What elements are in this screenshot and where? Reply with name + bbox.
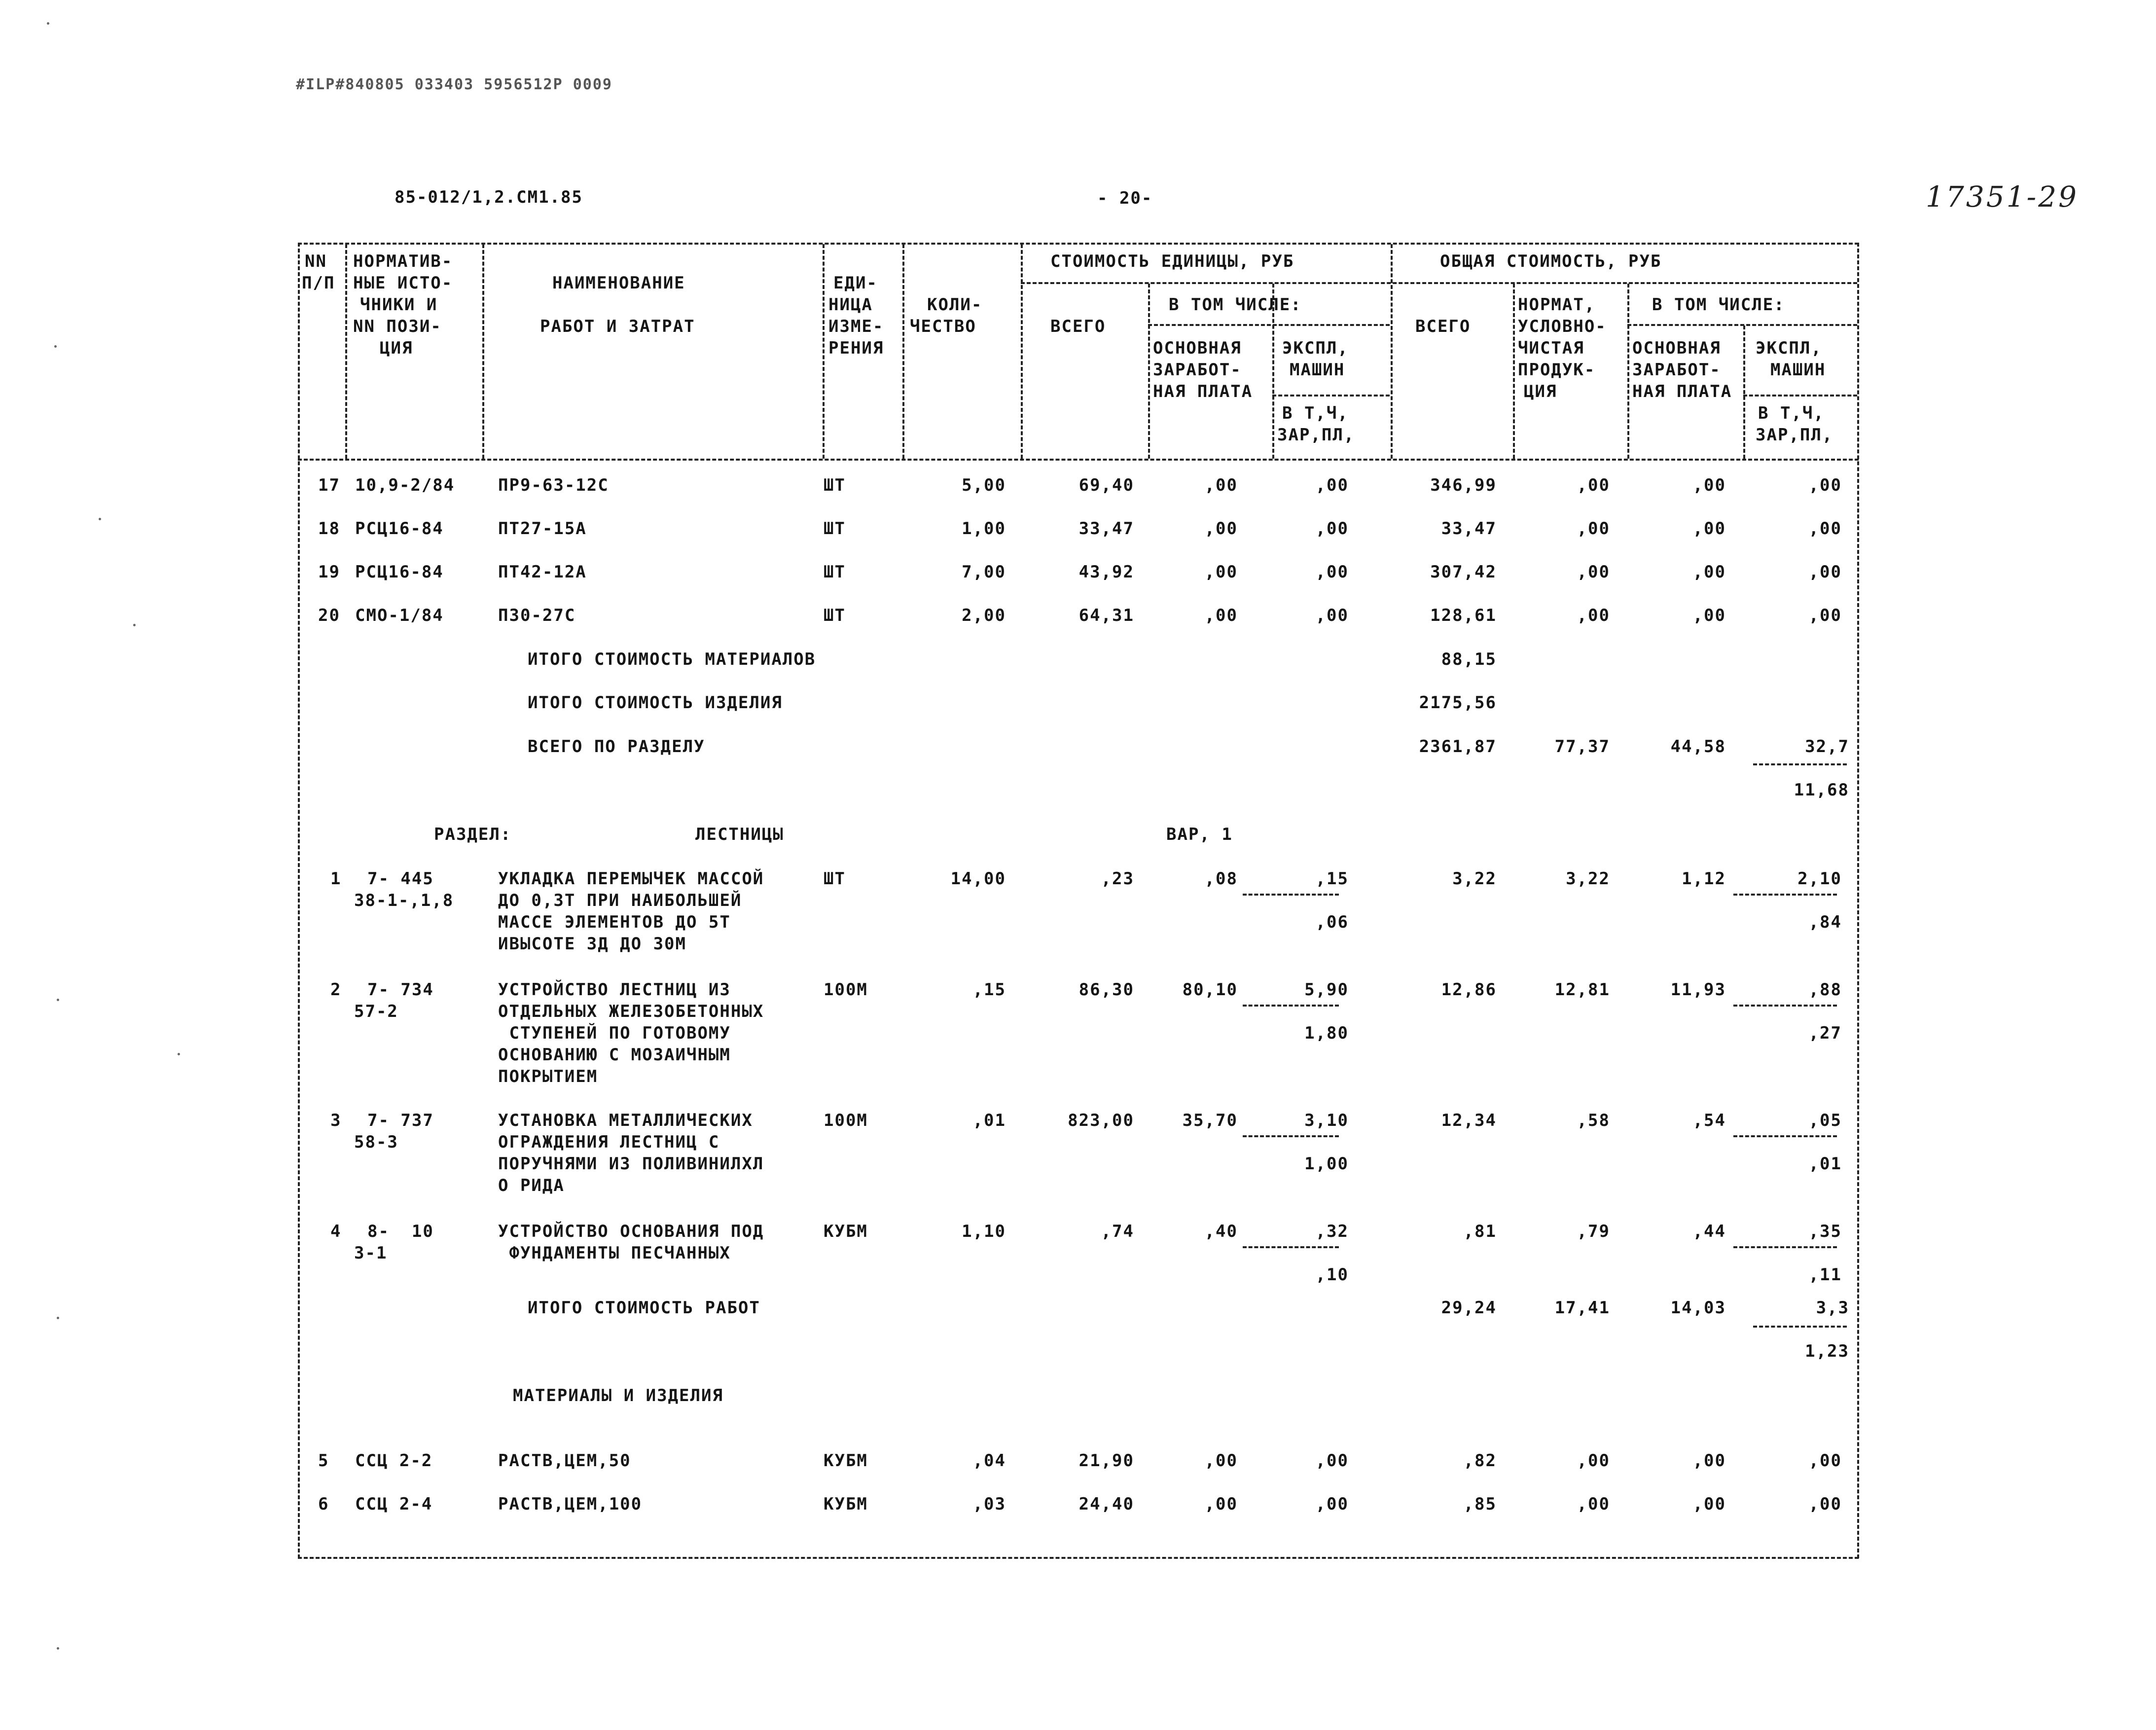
row-total-mach: ,00 (1808, 1451, 1842, 1471)
row-unit-wage: ,08 (1204, 869, 1238, 889)
row-total-ucp: 12,81 (1554, 980, 1610, 1000)
subtotal-divider (1243, 1135, 1339, 1137)
header-divider (1513, 284, 1515, 459)
row-unit-wage: ,00 (1204, 606, 1238, 625)
materials-section-label: МАТЕРИАЛЫ И ИЗДЕЛИЯ (513, 1386, 723, 1406)
row-unit-mach: ,00 (1315, 1494, 1349, 1514)
row-number: 6 (318, 1494, 329, 1514)
row-name-line: ОСНОВАНИЮ С МОЗАИЧНЫМ (498, 1045, 731, 1065)
header-unit-all: ВСЕГО (1050, 317, 1106, 336)
subtotal-divider (1243, 894, 1339, 896)
section-total-ucp: 77,37 (1554, 737, 1610, 757)
row-total-mach: ,00 (1808, 606, 1842, 625)
row-total-all: ,81 (1463, 1222, 1497, 1241)
row-unit-all: 21,90 (1078, 1451, 1134, 1471)
row-unit-mach: ,15 (1315, 869, 1349, 889)
header-normat-4: ПРОДУК- (1518, 360, 1596, 380)
row-qty: 5,00 (962, 475, 1006, 495)
row-unit: 100М (824, 980, 868, 1000)
row-unit-all: 33,47 (1078, 519, 1134, 539)
row-unit: ШТ (824, 475, 846, 495)
row-total-wage: ,44 (1692, 1222, 1726, 1241)
header-divider-h (1021, 282, 1857, 284)
row-total-mach: ,00 (1808, 1494, 1842, 1514)
works-total-mach: 3,3 (1816, 1298, 1849, 1318)
header-divider (902, 244, 904, 459)
header-normat-2: УСЛОВНО- (1518, 317, 1607, 336)
scan-speck (57, 1647, 59, 1650)
row-name: П30-27С (498, 606, 576, 625)
row-unit-all: ,74 (1101, 1222, 1134, 1241)
row-name-line: ИВЫСОТЕ ЗД ДО 30М (498, 934, 686, 954)
row-name-line: ОТДЕЛЬНЫХ ЖЕЛЕЗОБЕТОННЫХ (498, 1002, 764, 1021)
header-divider-h (1627, 324, 1857, 326)
works-total-all: 29,24 (1441, 1298, 1497, 1318)
header-unit-mach-wage-1: В Т,Ч, (1282, 403, 1349, 423)
works-total-mach-wage: 1,23 (1805, 1341, 1849, 1361)
row-name-line: УКЛАДКА ПЕРЕМЫЧЕК МАССОЙ (498, 869, 764, 889)
subtotal-divider (1243, 1005, 1339, 1007)
row-total-mach-wage: ,11 (1808, 1265, 1842, 1285)
row-qty: ,04 (972, 1451, 1006, 1471)
works-total-ucp: 17,41 (1554, 1298, 1610, 1318)
row-total-all: 12,86 (1441, 980, 1497, 1000)
section-total-all: 2361,87 (1419, 737, 1497, 757)
header-unit-wage-2: ЗАРАБОТ- (1153, 360, 1242, 380)
subtotal-divider (1243, 1246, 1339, 1248)
total-materials-value: 88,15 (1441, 649, 1497, 669)
header-source-5: ЦИЯ (380, 338, 413, 358)
row-name-line: УСТРОЙСТВО ОСНОВАНИЯ ПОД (498, 1222, 764, 1241)
row-total-wage: ,00 (1692, 562, 1726, 582)
row-unit-all: 69,40 (1078, 475, 1134, 495)
row-code: ССЦ 2-4 (355, 1494, 433, 1514)
row-number: 5 (318, 1451, 329, 1471)
row-total-ucp: ,00 (1577, 1494, 1610, 1514)
table-top-border (298, 243, 1859, 245)
header-total-cost: ОБЩАЯ СТОИМОСТЬ, РУБ (1440, 252, 1662, 271)
header-normat-5: ЦИЯ (1524, 382, 1557, 401)
row-total-mach: ,00 (1808, 519, 1842, 539)
header-unit-1: ЕДИ- (833, 273, 878, 293)
row-unit: КУБМ (824, 1222, 868, 1241)
row-name-line: ПОРУЧНЯМИ ИЗ ПОЛИВИНИЛХЛ (498, 1154, 764, 1174)
row-unit-wage: 35,70 (1182, 1111, 1238, 1130)
row-total-all: ,82 (1463, 1451, 1497, 1471)
row-unit-mach: 5,90 (1304, 980, 1349, 1000)
row-code-line: 7- 445 (367, 869, 434, 889)
header-total-mach-wage-2: ЗАР,ПЛ, (1756, 425, 1833, 445)
row-unit-wage: ,00 (1204, 1494, 1238, 1514)
subtotal-divider (1733, 1246, 1837, 1248)
row-name-line: ФУНДАМЕНТЫ ПЕСЧАННЫХ (498, 1243, 731, 1263)
row-qty: 1,00 (962, 519, 1006, 539)
header-total-mach-1: ЭКСПЛ, (1756, 338, 1822, 358)
row-total-all: 12,34 (1441, 1111, 1497, 1130)
header-bottom-border (298, 459, 1859, 461)
row-unit-all: 64,31 (1078, 606, 1134, 625)
row-name: ПТ27-15А (498, 519, 587, 539)
header-divider (1627, 284, 1629, 459)
header-unit-cost: СТОИМОСТЬ ЕДИНИЦЫ, РУБ (1050, 252, 1294, 271)
section-total-mach-wage: 11,68 (1794, 780, 1849, 800)
row-unit: ШТ (824, 869, 846, 889)
scan-speck (99, 518, 101, 520)
subtotal-divider (1733, 894, 1837, 896)
row-total-ucp: ,00 (1577, 606, 1610, 625)
row-total-wage: ,00 (1692, 475, 1726, 495)
header-divider-h (1743, 395, 1857, 396)
row-name-line: УСТРОЙСТВО ЛЕСТНИЦ ИЗ (498, 980, 731, 1000)
row-code-line: 8- 10 (367, 1222, 434, 1241)
row-name-line: ДО 0,3Т ПРИ НАИБОЛЬШЕЙ (498, 891, 742, 910)
row-name-line: ПОКРЫТИЕМ (498, 1067, 598, 1086)
page-number: - 20- (1097, 188, 1153, 208)
total-materials-label: ИТОГО СТОИМОСТЬ МАТЕРИАЛОВ (528, 649, 816, 669)
scan-speck (54, 345, 57, 348)
header-divider (345, 244, 347, 459)
row-total-mach: ,00 (1808, 475, 1842, 495)
row-name: РАСТВ,ЦЕМ,50 (498, 1451, 631, 1471)
header-name-2: РАБОТ И ЗАТРАТ (540, 317, 695, 336)
header-divider (1743, 325, 1745, 459)
sheet-reference: 85-012/1,2.СМ1.85 (395, 187, 583, 207)
section-label: РАЗДЕЛ: (434, 825, 512, 844)
row-unit-wage: ,00 (1204, 475, 1238, 495)
scan-speck (57, 999, 59, 1001)
row-total-all: 307,42 (1430, 562, 1497, 582)
row-unit-mach-wage: ,06 (1315, 912, 1349, 932)
row-total-ucp: ,79 (1577, 1222, 1610, 1241)
row-name: РАСТВ,ЦЕМ,100 (498, 1494, 643, 1514)
row-unit-mach: ,32 (1315, 1222, 1349, 1241)
row-code-line: 7- 737 (367, 1111, 434, 1130)
scan-speck (178, 1053, 180, 1055)
row-unit: ШТ (824, 606, 846, 625)
row-code-line: 7- 734 (367, 980, 434, 1000)
row-code-line: 38-1-,1,8 (354, 891, 454, 910)
table-bottom-border (298, 1557, 1859, 1559)
header-divider-h (1272, 395, 1390, 396)
row-total-ucp: 3,22 (1566, 869, 1610, 889)
row-unit-all: 86,30 (1078, 980, 1134, 1000)
row-code-line: 3-1 (354, 1243, 388, 1263)
scan-speck (57, 1317, 59, 1319)
header-unit-wage-3: НАЯ ПЛАТА (1153, 382, 1253, 401)
subtotal-divider (1733, 1005, 1837, 1007)
row-number: 2 (330, 980, 342, 1000)
row-total-mach: ,88 (1808, 980, 1842, 1000)
header-name-1: НАИМЕНОВАНИЕ (552, 273, 685, 293)
header-divider (1391, 244, 1393, 459)
section-name: ЛЕСТНИЦЫ (695, 825, 784, 844)
row-unit-mach: ,00 (1315, 562, 1349, 582)
header-unit-3: ИЗМЕ- (828, 317, 884, 336)
row-total-mach-wage: ,27 (1808, 1023, 1842, 1043)
row-total-wage: ,00 (1692, 606, 1726, 625)
header-divider-h (1148, 324, 1390, 326)
section-variant: ВАР, 1 (1166, 825, 1233, 844)
header-source-4: NN ПОЗИ- (353, 317, 442, 336)
row-unit-wage: ,00 (1204, 562, 1238, 582)
header-source-3: ЧНИКИ И (360, 295, 438, 315)
row-qty: ,03 (972, 1494, 1006, 1514)
row-total-all: 3,22 (1452, 869, 1497, 889)
total-products-value: 2175,56 (1419, 693, 1497, 713)
row-code: ССЦ 2-2 (355, 1451, 433, 1471)
row-total-ucp: ,00 (1577, 562, 1610, 582)
subtotal-divider (1753, 763, 1847, 765)
row-number: 19 (318, 562, 340, 582)
header-unit-mach-2: МАШИН (1290, 360, 1345, 380)
row-name-line: О РИДА (498, 1176, 565, 1195)
row-name: ПТ42-12А (498, 562, 587, 582)
row-total-mach: ,05 (1808, 1111, 1842, 1130)
row-unit-mach-wage: ,10 (1315, 1265, 1349, 1285)
header-divider (1021, 244, 1023, 459)
row-code-line: 58-3 (354, 1132, 398, 1152)
row-total-wage: 11,93 (1670, 980, 1726, 1000)
row-name: ПР9-63-12С (498, 475, 609, 495)
row-unit-mach: ,00 (1315, 606, 1349, 625)
row-total-all: 33,47 (1441, 519, 1497, 539)
section-total-mach: 32,7 (1805, 737, 1849, 757)
header-nn: NN (305, 252, 327, 271)
row-total-mach-wage: ,84 (1808, 912, 1842, 932)
header-total-wage-1: ОСНОВНАЯ (1632, 338, 1721, 358)
row-total-ucp: ,00 (1577, 475, 1610, 495)
scan-speck (47, 22, 49, 25)
section-total-label: ВСЕГО ПО РАЗДЕЛУ (528, 737, 705, 757)
row-qty: 7,00 (962, 562, 1006, 582)
row-number: 4 (330, 1222, 342, 1241)
header-unit-2: НИЦА (828, 295, 873, 315)
row-total-ucp: ,58 (1577, 1111, 1610, 1130)
row-unit-mach: ,00 (1315, 475, 1349, 495)
header-total-mach-wage-1: В Т,Ч, (1758, 403, 1825, 423)
table-right-border (1857, 243, 1859, 1558)
row-qty: ,15 (972, 980, 1006, 1000)
row-unit-mach: ,00 (1315, 1451, 1349, 1471)
row-unit-wage: ,00 (1204, 519, 1238, 539)
row-unit-all: 24,40 (1078, 1494, 1134, 1514)
row-qty: 14,00 (950, 869, 1006, 889)
row-name-line: ОГРАЖДЕНИЯ ЛЕСТНИЦ С (498, 1132, 720, 1152)
row-code: РСЦ16-84 (355, 562, 444, 582)
row-total-mach: ,00 (1808, 562, 1842, 582)
row-qty: 2,00 (962, 606, 1006, 625)
row-name-line: СТУПЕНЕЙ ПО ГОТОВОМУ (498, 1023, 731, 1043)
row-code-line: 57-2 (354, 1002, 398, 1021)
row-total-wage: ,00 (1692, 1494, 1726, 1514)
section-total-wage: 44,58 (1670, 737, 1726, 757)
header-total-all: ВСЕГО (1415, 317, 1471, 336)
header-qty-1: КОЛИ- (927, 295, 983, 315)
header-total-wage-3: НАЯ ПЛАТА (1632, 382, 1732, 401)
row-unit: КУБМ (824, 1451, 868, 1471)
works-total-label: ИТОГО СТОИМОСТЬ РАБОТ (528, 1298, 760, 1318)
row-total-all: 128,61 (1430, 606, 1497, 625)
header-qty-2: ЧЕСТВО (910, 317, 976, 336)
row-qty: 1,10 (962, 1222, 1006, 1241)
row-total-wage: ,00 (1692, 1451, 1726, 1471)
header-total-wage-2: ЗАРАБОТ- (1632, 360, 1721, 380)
handwritten-reference: 17351-29 (1926, 180, 2079, 214)
row-number: 18 (318, 519, 340, 539)
row-unit-wage: 80,10 (1182, 980, 1238, 1000)
row-unit-wage: ,00 (1204, 1451, 1238, 1471)
header-source-2: НЫЕ ИСТО- (353, 273, 453, 293)
row-code: РСЦ16-84 (355, 519, 444, 539)
works-total-wage: 14,03 (1670, 1298, 1726, 1318)
row-number: 1 (330, 869, 342, 889)
header-total-incl: В ТОМ ЧИСЛЕ: (1652, 295, 1785, 315)
row-unit: КУБМ (824, 1494, 868, 1514)
header-unit-4: РЕНИЯ (828, 338, 884, 358)
row-total-all: ,85 (1463, 1494, 1497, 1514)
header-unit-mach-1: ЭКСПЛ, (1282, 338, 1349, 358)
row-unit: 100М (824, 1111, 868, 1130)
scan-speck (133, 624, 136, 626)
header-pp: П/П (302, 273, 335, 293)
header-normat-3: ЧИСТАЯ (1518, 338, 1584, 358)
header-unit-incl: В ТОМ ЧИСЛЕ: (1169, 295, 1302, 315)
row-total-mach-wage: ,01 (1808, 1154, 1842, 1174)
row-name-line: МАССЕ ЭЛЕМЕНТОВ ДО 5Т (498, 912, 731, 932)
header-source-1: НОРМАТИВ- (353, 252, 453, 271)
row-total-mach: 2,10 (1797, 869, 1842, 889)
row-unit: ШТ (824, 562, 846, 582)
header-unit-mach-wage-2: ЗАР,ПЛ, (1277, 425, 1355, 445)
row-unit-mach: 3,10 (1304, 1111, 1349, 1130)
row-total-ucp: ,00 (1577, 519, 1610, 539)
row-code: 10,9-2/84 (355, 475, 455, 495)
header-normat-1: НОРМАТ, (1518, 295, 1596, 315)
row-unit-all: ,23 (1101, 869, 1134, 889)
header-total-mach-2: МАШИН (1770, 360, 1826, 380)
header-divider (482, 244, 484, 459)
row-number: 17 (318, 475, 340, 495)
row-unit-mach-wage: 1,80 (1304, 1023, 1349, 1043)
row-unit-mach-wage: 1,00 (1304, 1154, 1349, 1174)
header-divider (1148, 284, 1150, 459)
document-code: #ILP#840805 033403 5956512P 0009 (296, 76, 612, 93)
row-unit-all: 43,92 (1078, 562, 1134, 582)
header-divider (823, 244, 825, 459)
row-number: 3 (330, 1111, 342, 1130)
row-number: 20 (318, 606, 340, 625)
row-total-mach: ,35 (1808, 1222, 1842, 1241)
table-left-border (298, 243, 300, 1558)
row-total-ucp: ,00 (1577, 1451, 1610, 1471)
row-name-line: УСТАНОВКА МЕТАЛЛИЧЕСКИХ (498, 1111, 753, 1130)
row-unit-all: 823,00 (1068, 1111, 1134, 1130)
row-total-all: 346,99 (1430, 475, 1497, 495)
row-unit-mach: ,00 (1315, 519, 1349, 539)
row-unit: ШТ (824, 519, 846, 539)
row-total-wage: ,54 (1692, 1111, 1726, 1130)
row-total-wage: 1,12 (1682, 869, 1726, 889)
row-qty: ,01 (972, 1111, 1006, 1130)
total-products-label: ИТОГО СТОИМОСТЬ ИЗДЕЛИЯ (528, 693, 783, 713)
row-code: СМО-1/84 (355, 606, 444, 625)
header-unit-wage-1: ОСНОВНАЯ (1153, 338, 1242, 358)
subtotal-divider (1733, 1135, 1837, 1137)
row-total-wage: ,00 (1692, 519, 1726, 539)
subtotal-divider (1753, 1326, 1847, 1328)
row-unit-wage: ,40 (1204, 1222, 1238, 1241)
